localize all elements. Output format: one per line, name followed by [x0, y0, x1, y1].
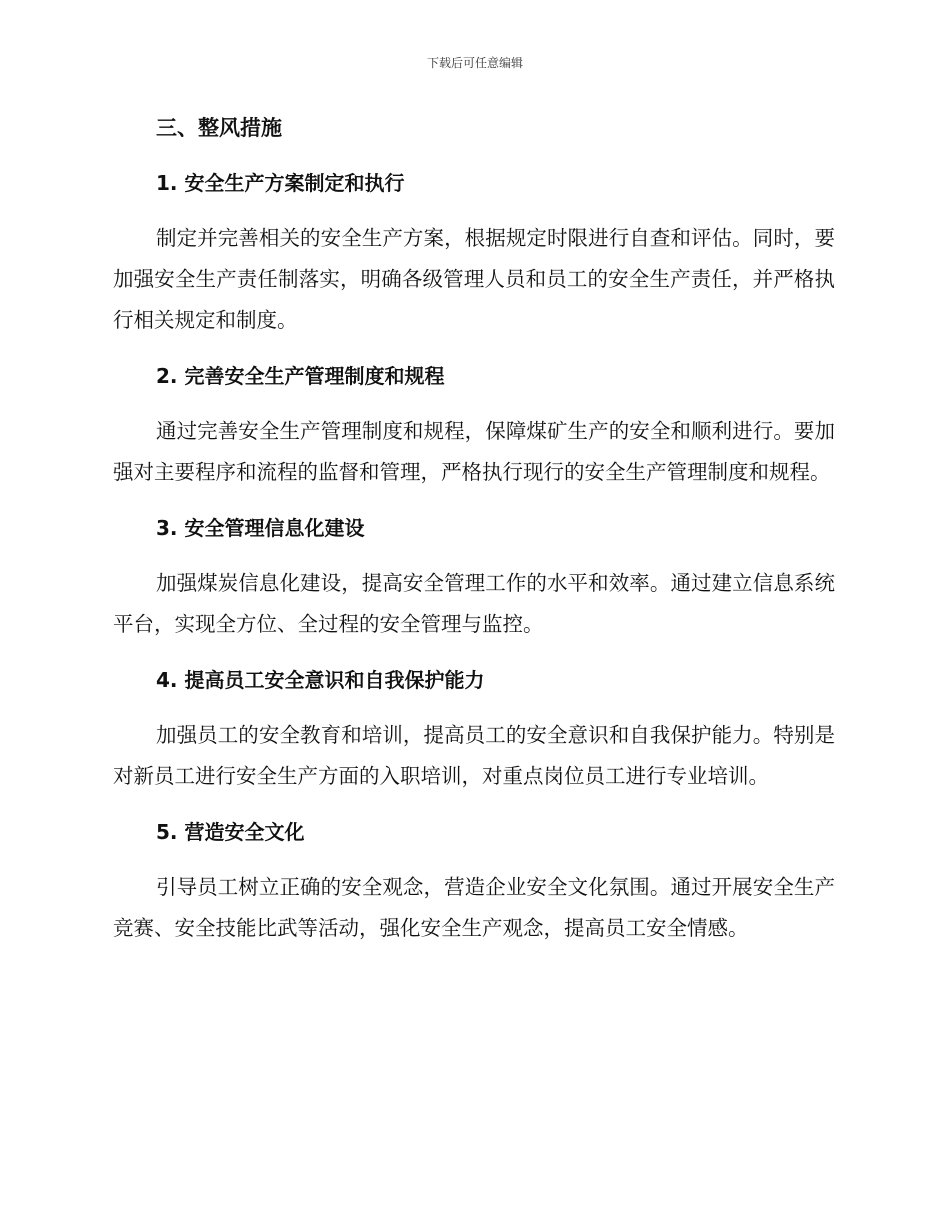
item-paragraph-4: 加强员工的安全教育和培训，提高员工的安全意识和自我保护能力。特别是对新员工进行安全生产方面的入职培训，对重点岗位员工进行专业培训。	[113, 723, 835, 788]
item-paragraph-1: 制定并完善相关的安全生产方案，根据规定时限进行自查和评估。同时，要加强安全生产责任制落实，明确各级管理人员和员工的安全生产责任，并严格执行相关规定和制度。	[113, 226, 835, 332]
document-body	[113, 108, 835, 964]
item-heading-3: 3. 安全管理信息化建设	[156, 516, 365, 540]
item-paragraph-3: 加强煤炭信息化建设，提高安全管理工作的水平和效率。通过建立信息系统平台，实现全方位、全过程的安全管理与监控。	[113, 571, 835, 636]
item-heading-1: 1. 安全生产方案制定和执行	[156, 171, 405, 195]
section-title: 三、整风措施	[156, 116, 282, 140]
item-heading-2: 2. 完善安全生产管理制度和规程	[156, 364, 445, 388]
item-paragraph-2: 通过完善安全生产管理制度和规程，保障煤矿生产的安全和顺利进行。要加强对主要程序和流程的监督和管理，严格执行现行的安全生产管理制度和规程。	[113, 419, 835, 484]
item-heading-5: 5. 营造安全文化	[156, 820, 305, 844]
item-heading-4: 4. 提高员工安全意识和自我保护能力	[156, 668, 485, 692]
page-header: 下载后可任意编辑	[426, 56, 523, 70]
item-paragraph-5: 引导员工树立正确的安全观念，营造企业安全文化氛围。通过开展安全生产竞赛、安全技能比武等活动，强化安全生产观念，提高员工安全情感。	[113, 875, 835, 940]
